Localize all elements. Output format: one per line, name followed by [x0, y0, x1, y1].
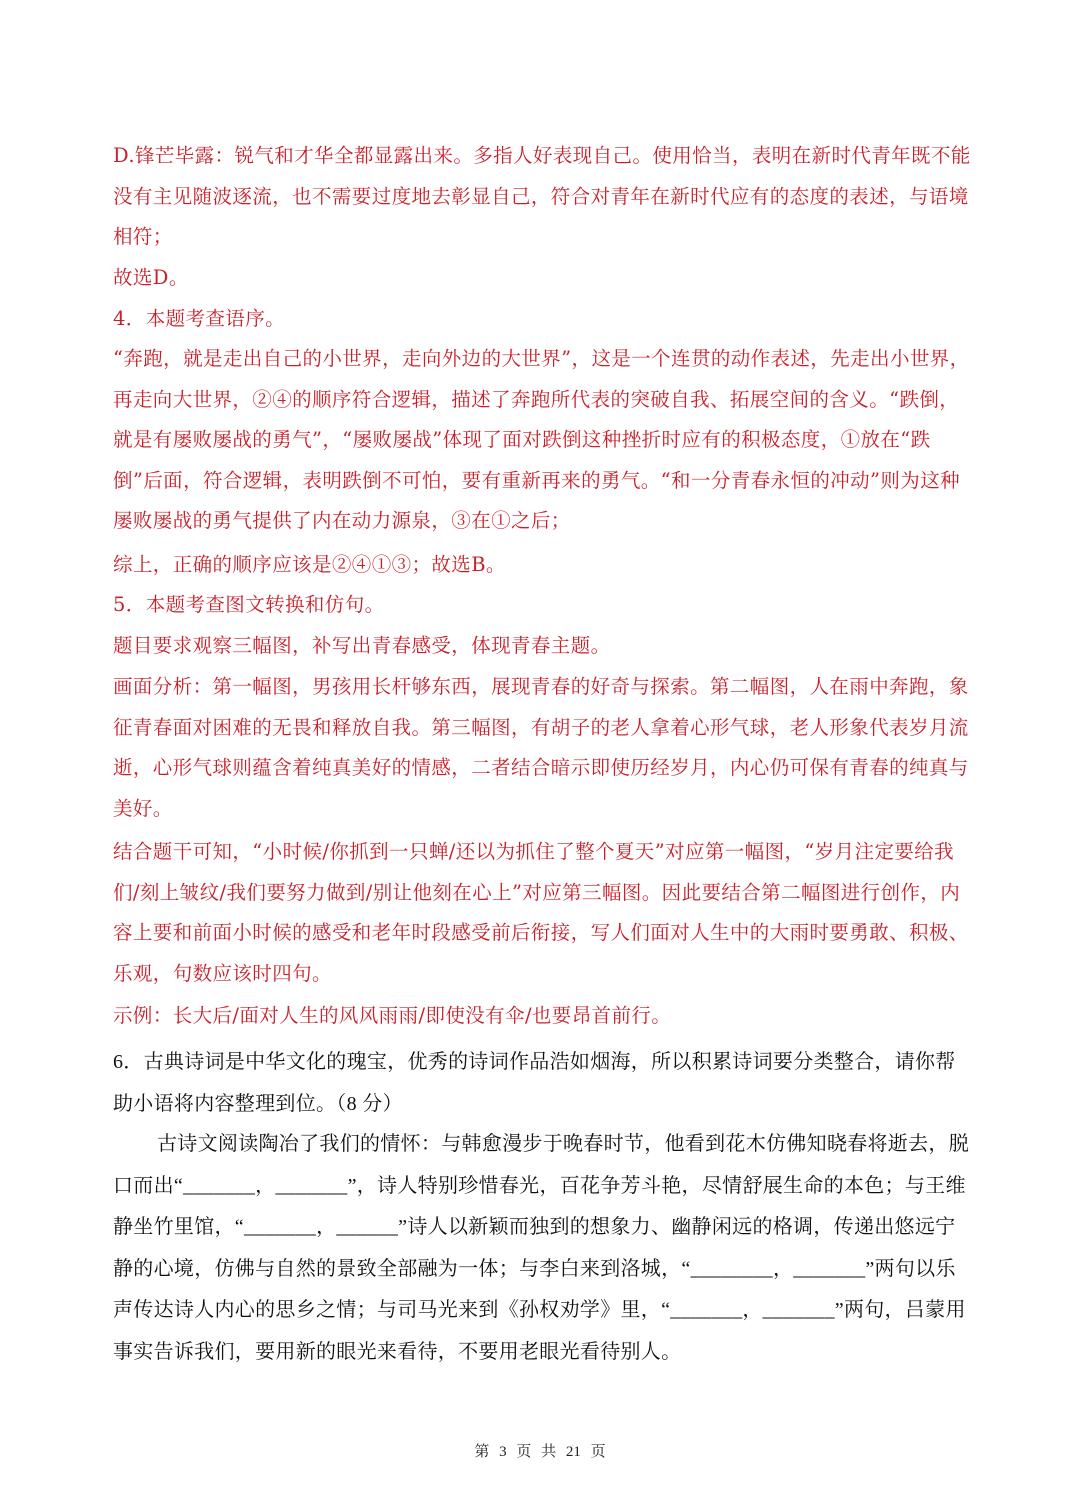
q5-picture-analysis: 画面分析：第一幅图，男孩用长杆够东西，展现青春的好奇与探索。第二幅图，人在雨中奔跑，象征青春面对困难的无畏和释放自我。第三幅图，有胡子的老人拿着心形气球，老人形象代表岁月流逝，心形气球则蕴含着纯真美好的情感，二者结合暗示即使历经岁月，内心仍可保有青春的纯真与美好。: [113, 675, 969, 820]
q4-conclusion: 综上，正确的顺序应该是②④①③；故选B。: [113, 553, 506, 576]
q3-conclusion: 故选D。: [113, 266, 189, 289]
q4-heading: 4．本题考查语序。: [113, 307, 286, 330]
page-number: 第 3 页 共 21 页: [474, 1444, 606, 1460]
q4-analysis: “奔跑，就是走出自己的小世界，走向外边的大世界”，这是一个连贯的动作表述，先走出小世界，再走向大世界，②④的顺序符合逻辑，描述了奔跑所代表的突破自我、拓展空间的含义。“跌倒，就是有屡败屡战的勇气”，“屡败屡战”体现了面对跌倒这种挫折时应有的积极态度，①放在“跌倒”后面，符合逻辑，表明跌倒不可怕，要有重新再来的勇气。“和一分青春永恒的冲动”则为这种屡败屡战的勇气提供了内在动力源泉，③在①之后；: [113, 347, 970, 532]
q5-heading: 5．本题考查图文转换和仿句。: [113, 593, 385, 616]
question-6-stem: 6．古典诗词是中华文化的瑰宝，优秀的诗词作品浩如烟海，所以积累诗词要分类整合，请你帮助小语将内容整理到位。（8 分）: [113, 1051, 956, 1115]
q5-requirement: 题目要求观察三幅图，补写出青春感受，体现青春主题。: [113, 634, 611, 657]
option-d-analysis: D.锋芒毕露：锐气和才华全都显露出来。多指人好表现自己。使用恰当，表明在新时代青年既不能没有主见随波逐流，也不需要过度地去彰显自己，符合对青年在新时代应有的态度的表述，与语境相符；: [113, 144, 971, 248]
q5-example: 示例：长大后/面对人生的风风雨雨/即使没有伞/也要昂首前行。: [113, 1004, 672, 1027]
question-6-passage: 古诗文阅读陶冶了我们的情怀：与韩愈漫步于晚春时节，他看到花木仿佛知晓春将逝去，脱口而出“_______，_______”，诗人特别珍惜春光，百花争芳斗艳，尽情舒展生命的本色；与王维静坐竹里馆，“_______，______”诗人以新颖而独到的想象力、幽静闲远的格调，传递出悠远宁静的心境，仿佛与自然的景致全部融为一体；与李白来到洛城，“________，_______”两句以乐声传达诗人内心的思乡之情；与司马光来到《孙权劝学》里，“_______，_______”两句，吕蒙用事实告诉我们，要用新的眼光来看待，不要用老眼光看待别人。: [113, 1133, 969, 1363]
q5-stem-link: 结合题干可知，“小时候/你抓到一只蝉/还以为抓住了整个夏天”对应第一幅图，“岁月注定要给我们/刻上皱纹/我们要努力做到/别让他刻在心上”对应第三幅图。因此要结合第二幅图进行创作，内容上要和前面小时候的感受和老年时段感受前后衔接，写人们面对人生中的大雨时要勇敢、积极、乐观，句数应该时四句。: [113, 840, 969, 985]
